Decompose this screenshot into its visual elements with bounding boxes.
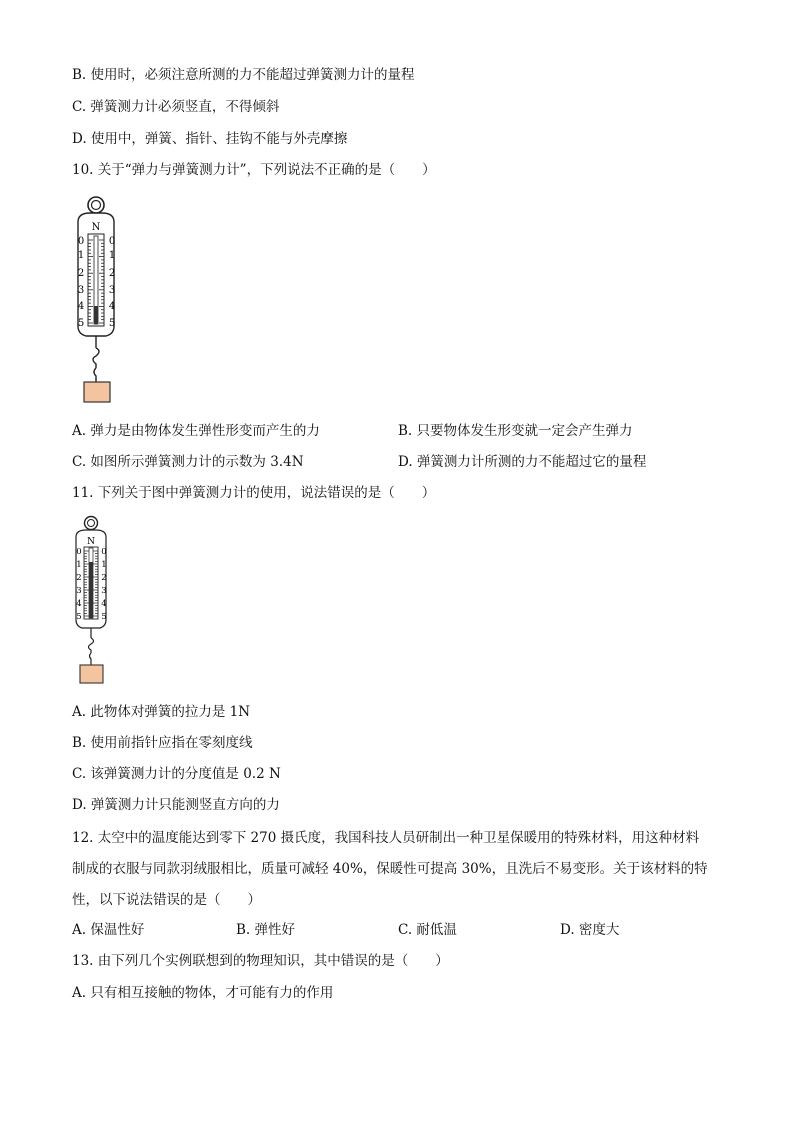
q13-stem: 13. 由下列几个实例联想到的物理知识，其中错误的是（ ） xyxy=(72,953,449,969)
q10-tick-label-left-2: 2 xyxy=(77,268,85,279)
q11-tick-label-right-5: 5 xyxy=(101,612,107,622)
q10-option-d: D. 弹簧测力计所测的力不能超过它的量程 xyxy=(398,454,647,470)
q11-tick-label-right-4: 4 xyxy=(101,599,107,609)
q10-tick-label-right-2: 2 xyxy=(108,268,116,279)
q11-tick-label-left-4: 4 xyxy=(76,599,82,609)
q10-tick-label-right-4: 4 xyxy=(108,301,116,312)
q11-option-c: C. 该弹簧测力计的分度值是 0.2 N xyxy=(72,766,281,782)
q9-option-b: B. 使用时，必须注意所测的力不能超过弹簧测力计的量程 xyxy=(72,67,415,83)
q12-stem-line-3: 性，以下说法错误的是（ ） xyxy=(72,892,261,908)
q11-weight-block xyxy=(80,665,103,683)
q10-spring-scale-figure xyxy=(70,194,130,410)
q10-tick-label-left-3: 3 xyxy=(77,285,85,296)
q11-spring-scale-figure xyxy=(70,514,120,692)
q11-tick-label-right-0: 0 xyxy=(101,547,107,557)
spring-scale-icon xyxy=(70,194,130,406)
q11-tick-label-left-5: 5 xyxy=(76,612,82,622)
q11-option-b: B. 使用前指针应指在零刻度线 xyxy=(72,735,253,751)
q10-tick-label-right-5: 5 xyxy=(108,318,116,329)
q10-option-b: B. 只要物体发生形变就一定会产生弹力 xyxy=(398,423,633,439)
q12-stem-line-2: 制成的衣服与同款羽绒服相比，质量可减轻 40%，保暖性可提高 30%，且洗后不易变形。关于该材料的特 xyxy=(72,861,708,877)
q10-tick-label-right-1: 1 xyxy=(108,250,116,261)
q11-tick-label-left-3: 3 xyxy=(76,586,82,596)
q10-option-c: C. 如图所示弹簧测力计的示数为 3.4N xyxy=(72,454,304,470)
q10-tick-label-left-5: 5 xyxy=(77,318,85,329)
q10-weight-block xyxy=(84,382,110,402)
q11-tick-label-right-3: 3 xyxy=(101,586,107,596)
q10-tick-label-left-1: 1 xyxy=(77,250,85,261)
q10-tick-label-right-0: 0 xyxy=(108,236,116,247)
q11-option-d: D. 弹簧测力计只能测竖直方向的力 xyxy=(72,797,280,813)
q11-tick-label-right-1: 1 xyxy=(101,560,107,570)
q12-option-a: A. 保温性好 xyxy=(72,922,145,938)
q12-option-d: D. 密度大 xyxy=(560,922,620,938)
q10-tick-label-right-3: 3 xyxy=(108,285,116,296)
q11-stem: 11. 下列关于图中弹簧测力计的使用，说法错误的是（ ） xyxy=(72,485,436,501)
q13-option-a: A. 只有相互接触的物体，才可能有力的作用 xyxy=(72,985,334,1001)
q10-stem: 10. 关于“弹力与弹簧测力计”，下列说法不正确的是（ ） xyxy=(72,162,436,178)
q10-option-a: A. 弹力是由物体发生弹性形变而产生的力 xyxy=(72,423,320,439)
q11-tick-label-left-2: 2 xyxy=(76,573,82,583)
q10-tick-label-left-4: 4 xyxy=(77,301,85,312)
q9-option-c: C. 弹簧测力计必须竖直，不得倾斜 xyxy=(72,99,280,115)
q11-tick-label-right-2: 2 xyxy=(101,573,107,583)
q12-stem-line-1: 12. 太空中的温度能达到零下 270 摄氏度，我国科技人员研制出一种卫星保暖用的特殊材料，用这种材料 xyxy=(72,830,700,846)
q11-tick-label-left-1: 1 xyxy=(76,560,82,570)
q10-scale-unit: N xyxy=(91,222,101,233)
q11-tick-label-left-0: 0 xyxy=(76,547,82,557)
q11-option-a: A. 此物体对弹簧的拉力是 1N xyxy=(72,704,251,720)
q9-option-d: D. 使用中，弹簧、指针、挂钩不能与外壳摩擦 xyxy=(72,131,348,147)
q12-option-b: B. 弹性好 xyxy=(236,922,296,938)
q11-scale-unit: N xyxy=(87,537,95,547)
q12-option-c: C. 耐低温 xyxy=(398,922,457,938)
q10-tick-label-left-0: 0 xyxy=(77,236,85,247)
spring-scale-icon xyxy=(70,514,120,688)
